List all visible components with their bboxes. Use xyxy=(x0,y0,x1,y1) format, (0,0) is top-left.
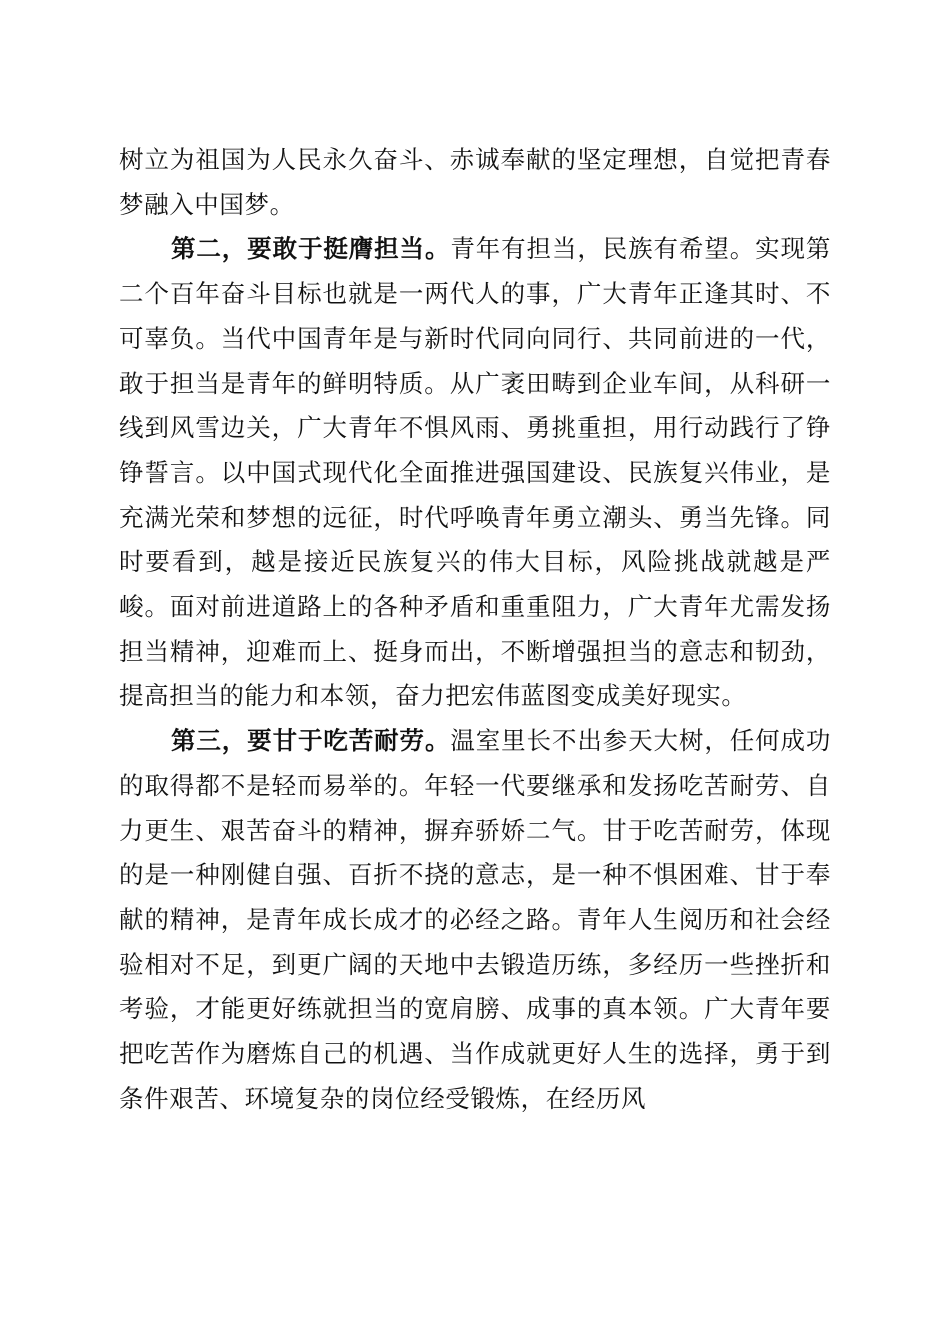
paragraph-text: 青年有担当，民族有希望。实现第二个百年奋斗目标也就是一两代人的事，广大青年正逢其时、不可辜负。当代中国青年是与新时代同向同行、共同前进的一代，敢于担当是青年的鲜明特质。从广袤田畴到企业车间，从科研一线到风雪边关，广大青年不惧风雨、勇挑重担，用行动践行了铮铮誓言。以中国式现代化全面推进强国建设、民族复兴伟业，是充满光荣和梦想的远征，时代呼唤青年勇立潮头、勇当先锋。同时要看到，越是接近民族复兴的伟大目标，风险挑战就越是严峻。面对前进道路上的各种矛盾和重重阻力，广大青年尤需发扬担当精神，迎难而上、挺身而出，不断增强担当的意志和韧劲，提高担当的能力和本领，奋力把宏伟蓝图变成美好现实。 xyxy=(119,234,831,711)
document-body xyxy=(119,138,831,1121)
paragraph-second-point xyxy=(119,227,831,719)
paragraph-continuation xyxy=(119,138,831,227)
paragraph-lead-heading: 第二，要敢于挺膺担当。 xyxy=(171,234,451,264)
paragraph-text: 温室里长不出参天大树，任何成功的取得都不是轻而易举的。年轻一代要继承和发扬吃苦耐劳、自力更生、艰苦奋斗的精神，摒弃骄娇二气。甘于吃苦耐劳，体现的是一种刚健自强、百折不挠的意志，是一种不惧困难、甘于奉献的精神，是青年成长成才的必经之路。青年人生阅历和社会经验相对不足，到更广阔的天地中去锻造历练，多经历一些挫折和考验，才能更好练就担当的宽肩膀、成事的真本领。广大青年要把吃苦作为磨炼自己的机遇、当作成就更好人生的选择，勇于到条件艰苦、环境复杂的岗位经受锻炼，在经历风 xyxy=(119,726,831,1113)
paragraph-third-point xyxy=(119,719,831,1121)
paragraph-lead-heading: 第三，要甘于吃苦耐劳。 xyxy=(171,726,451,756)
paragraph-text: 树立为祖国为人民永久奋斗、赤诚奉献的坚定理想，自觉把青春梦融入中国梦。 xyxy=(119,145,831,219)
